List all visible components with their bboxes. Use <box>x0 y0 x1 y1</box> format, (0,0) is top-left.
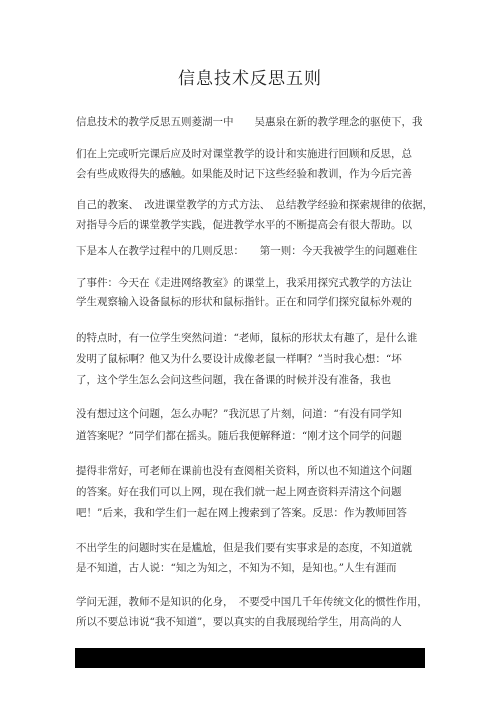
body-line: 下是本人在教学过程中的几则反思： 第一则：今天我被学生的问题难住 <box>76 245 418 257</box>
body-line: 了，这个学生怎么会问这些问题，我在备课的时候并没有准备，我也 <box>76 374 391 386</box>
body-line: 没有想过这个问题，怎么办呢？”我沉思了片刻，问道：“有没有同学知 <box>76 408 402 420</box>
body-line: 是不知道，古人说：“知之为知之，不知为不知，是知也。”人生有涯而 <box>76 562 397 574</box>
body-line: 了事件：今天在《走进网络教室》的课堂上，我采用探究式教学的方法让 <box>76 277 412 289</box>
body-line: 学生观察输入设备鼠标的形状和鼠标指针。正在和同学们探究鼠标外观的 <box>76 296 412 308</box>
body-line: 不出学生的问题时实在是尴尬，但是我们要有实事求是的态度，不知道就 <box>76 542 412 554</box>
page-title: 信息技术反思五则 <box>178 69 322 89</box>
body-line: 的特点时，有一位学生突然问道：“老师，鼠标的形状太有趣了，是什么谁 <box>76 332 418 344</box>
body-line: 的答案。好在我们可以上网，现在我们就一起上网查资料弄清这个问题 <box>76 486 402 498</box>
body-line: 信息技术的教学反思五则菱湖一中 吴惠泉在新的教学理念的驱使下，我 <box>76 116 423 128</box>
body-line: 会有些成败得失的感触。如果能及时记下这些经验和教训，作为今后完善 <box>76 168 412 180</box>
body-line: 们在上完或听完课后应及时对课堂教学的设计和实施进行回顾和反思，总 <box>76 148 412 160</box>
footer-bar <box>75 648 425 668</box>
body-line: 提得非常好，可老师在课前也没有查阅相关资料，所以也不知道这个问题 <box>76 465 412 477</box>
body-line: 所以不要总讳说“我不知道”，要以真实的自我展现给学生，用高尚的人 <box>76 616 402 628</box>
body-line: 自己的教案、 改进课堂教学的方式方法、 总结教学经验和探索规律的依据， <box>76 199 433 211</box>
body-line: 道答案呢？”同学们都在摇头。随后我便解释道：“刚才这个同学的问题 <box>76 430 402 442</box>
body-line: 对指导今后的课堂教学实践，促进教学水平的不断提高会有很大帮助。以 <box>76 219 412 231</box>
body-line: 发明了鼠标啊？他又为什么要设计成像老鼠一样啊？”当时我心想：“坏 <box>76 353 402 365</box>
body-line: 学问无涯，教师不是知识的化身， 不要受中国几千年传统文化的惯性作用， <box>76 596 428 608</box>
body-line: 吧！”后来，我和学生们一起在网上搜索到了答案。反思：作为教师回答 <box>76 507 407 519</box>
